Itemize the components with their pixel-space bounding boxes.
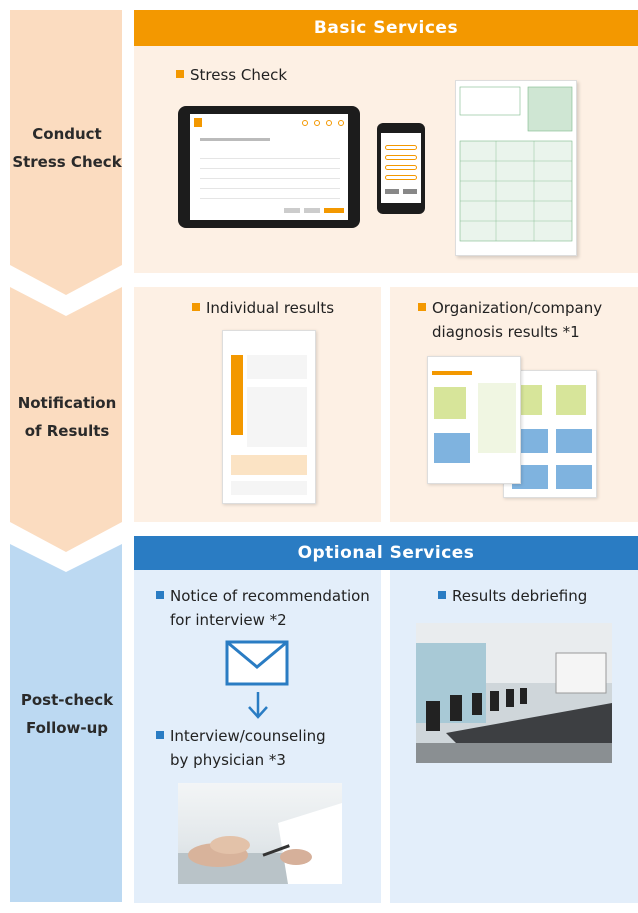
tablet-screen (190, 114, 348, 220)
organization-results-label-line2: diagnosis results *1 (432, 323, 580, 341)
stress-check-title (176, 63, 287, 87)
bullet-icon (438, 591, 446, 599)
phone-button (403, 189, 417, 194)
conference-room-photo (416, 623, 612, 763)
report-block (231, 481, 307, 495)
notice-label-line2: for interview *2 (170, 611, 287, 629)
stage-label-notification (6, 389, 128, 445)
debriefing-label: Results debriefing (452, 587, 588, 605)
interview-label-line1: Interview/counseling (170, 727, 326, 745)
stage-label-line: Follow-up (25, 719, 109, 737)
optional-services-header: Optional Services (134, 536, 638, 570)
stage-label-line: Post-check (20, 691, 114, 709)
chart-bars (556, 429, 592, 453)
tablet-device (178, 106, 360, 228)
bullet-icon (156, 591, 164, 599)
envelope-icon (225, 640, 289, 686)
app-button (324, 208, 344, 213)
paper-grid (456, 81, 576, 255)
app-button (304, 208, 320, 213)
phone-option (385, 155, 417, 160)
chart-bars (434, 433, 470, 463)
bullet-icon (176, 70, 184, 78)
stress-check-label: Stress Check (190, 66, 288, 84)
stage-label-conduct (6, 120, 128, 176)
phone-option (385, 175, 417, 180)
org-report-front (427, 356, 521, 484)
stage-label-line: Notification (17, 394, 117, 412)
report-block (247, 355, 307, 379)
phone-option (385, 165, 417, 170)
nav-icon (338, 120, 344, 126)
app-question (200, 138, 270, 141)
report-block (231, 455, 307, 475)
bullet-icon (192, 303, 200, 311)
individual-results-title (192, 296, 334, 320)
nav-icon (326, 120, 332, 126)
phone-button (385, 189, 399, 194)
app-row (200, 158, 340, 159)
interview-illustration (178, 783, 342, 884)
conference-room-illustration (416, 623, 612, 763)
app-row (200, 198, 340, 199)
interview-photo (178, 783, 342, 884)
basic-services-header: Basic Services (134, 10, 638, 46)
bullet-icon (156, 731, 164, 739)
individual-report (222, 330, 316, 504)
report-header-bar (432, 371, 472, 375)
report-section-bar (231, 355, 243, 435)
debriefing-title (438, 584, 587, 608)
app-row (200, 178, 340, 179)
app-row (200, 168, 340, 169)
phone-option (385, 145, 417, 150)
chart-bars (556, 465, 592, 489)
phone-device (377, 123, 425, 214)
stage-label-followup (6, 686, 128, 742)
organization-results-title (418, 296, 602, 344)
bullet-icon (418, 303, 426, 311)
notice-title (156, 584, 370, 632)
phone-screen (381, 133, 421, 203)
stage-label-line: Stress Check (12, 153, 122, 171)
app-row (200, 188, 340, 189)
interview-title (156, 724, 326, 772)
chart-quadrant (556, 385, 586, 415)
interview-label-line2: by physician *3 (170, 751, 286, 769)
paper-questionnaire (455, 80, 577, 256)
chart-quadrant (434, 387, 466, 419)
notice-label-line1: Notice of recommendation (170, 587, 370, 605)
app-button (284, 208, 300, 213)
stage-label-line: Conduct (32, 125, 102, 143)
report-table (478, 383, 516, 453)
report-block (247, 387, 307, 447)
organization-results-label-line1: Organization/company (432, 299, 603, 317)
app-logo (194, 118, 202, 127)
app-nav-icons (302, 120, 344, 127)
nav-icon (302, 120, 308, 126)
nav-icon (314, 120, 320, 126)
stage-label-line: of Results (24, 422, 110, 440)
individual-results-label: Individual results (206, 299, 335, 317)
arrow-down-icon (246, 690, 270, 720)
